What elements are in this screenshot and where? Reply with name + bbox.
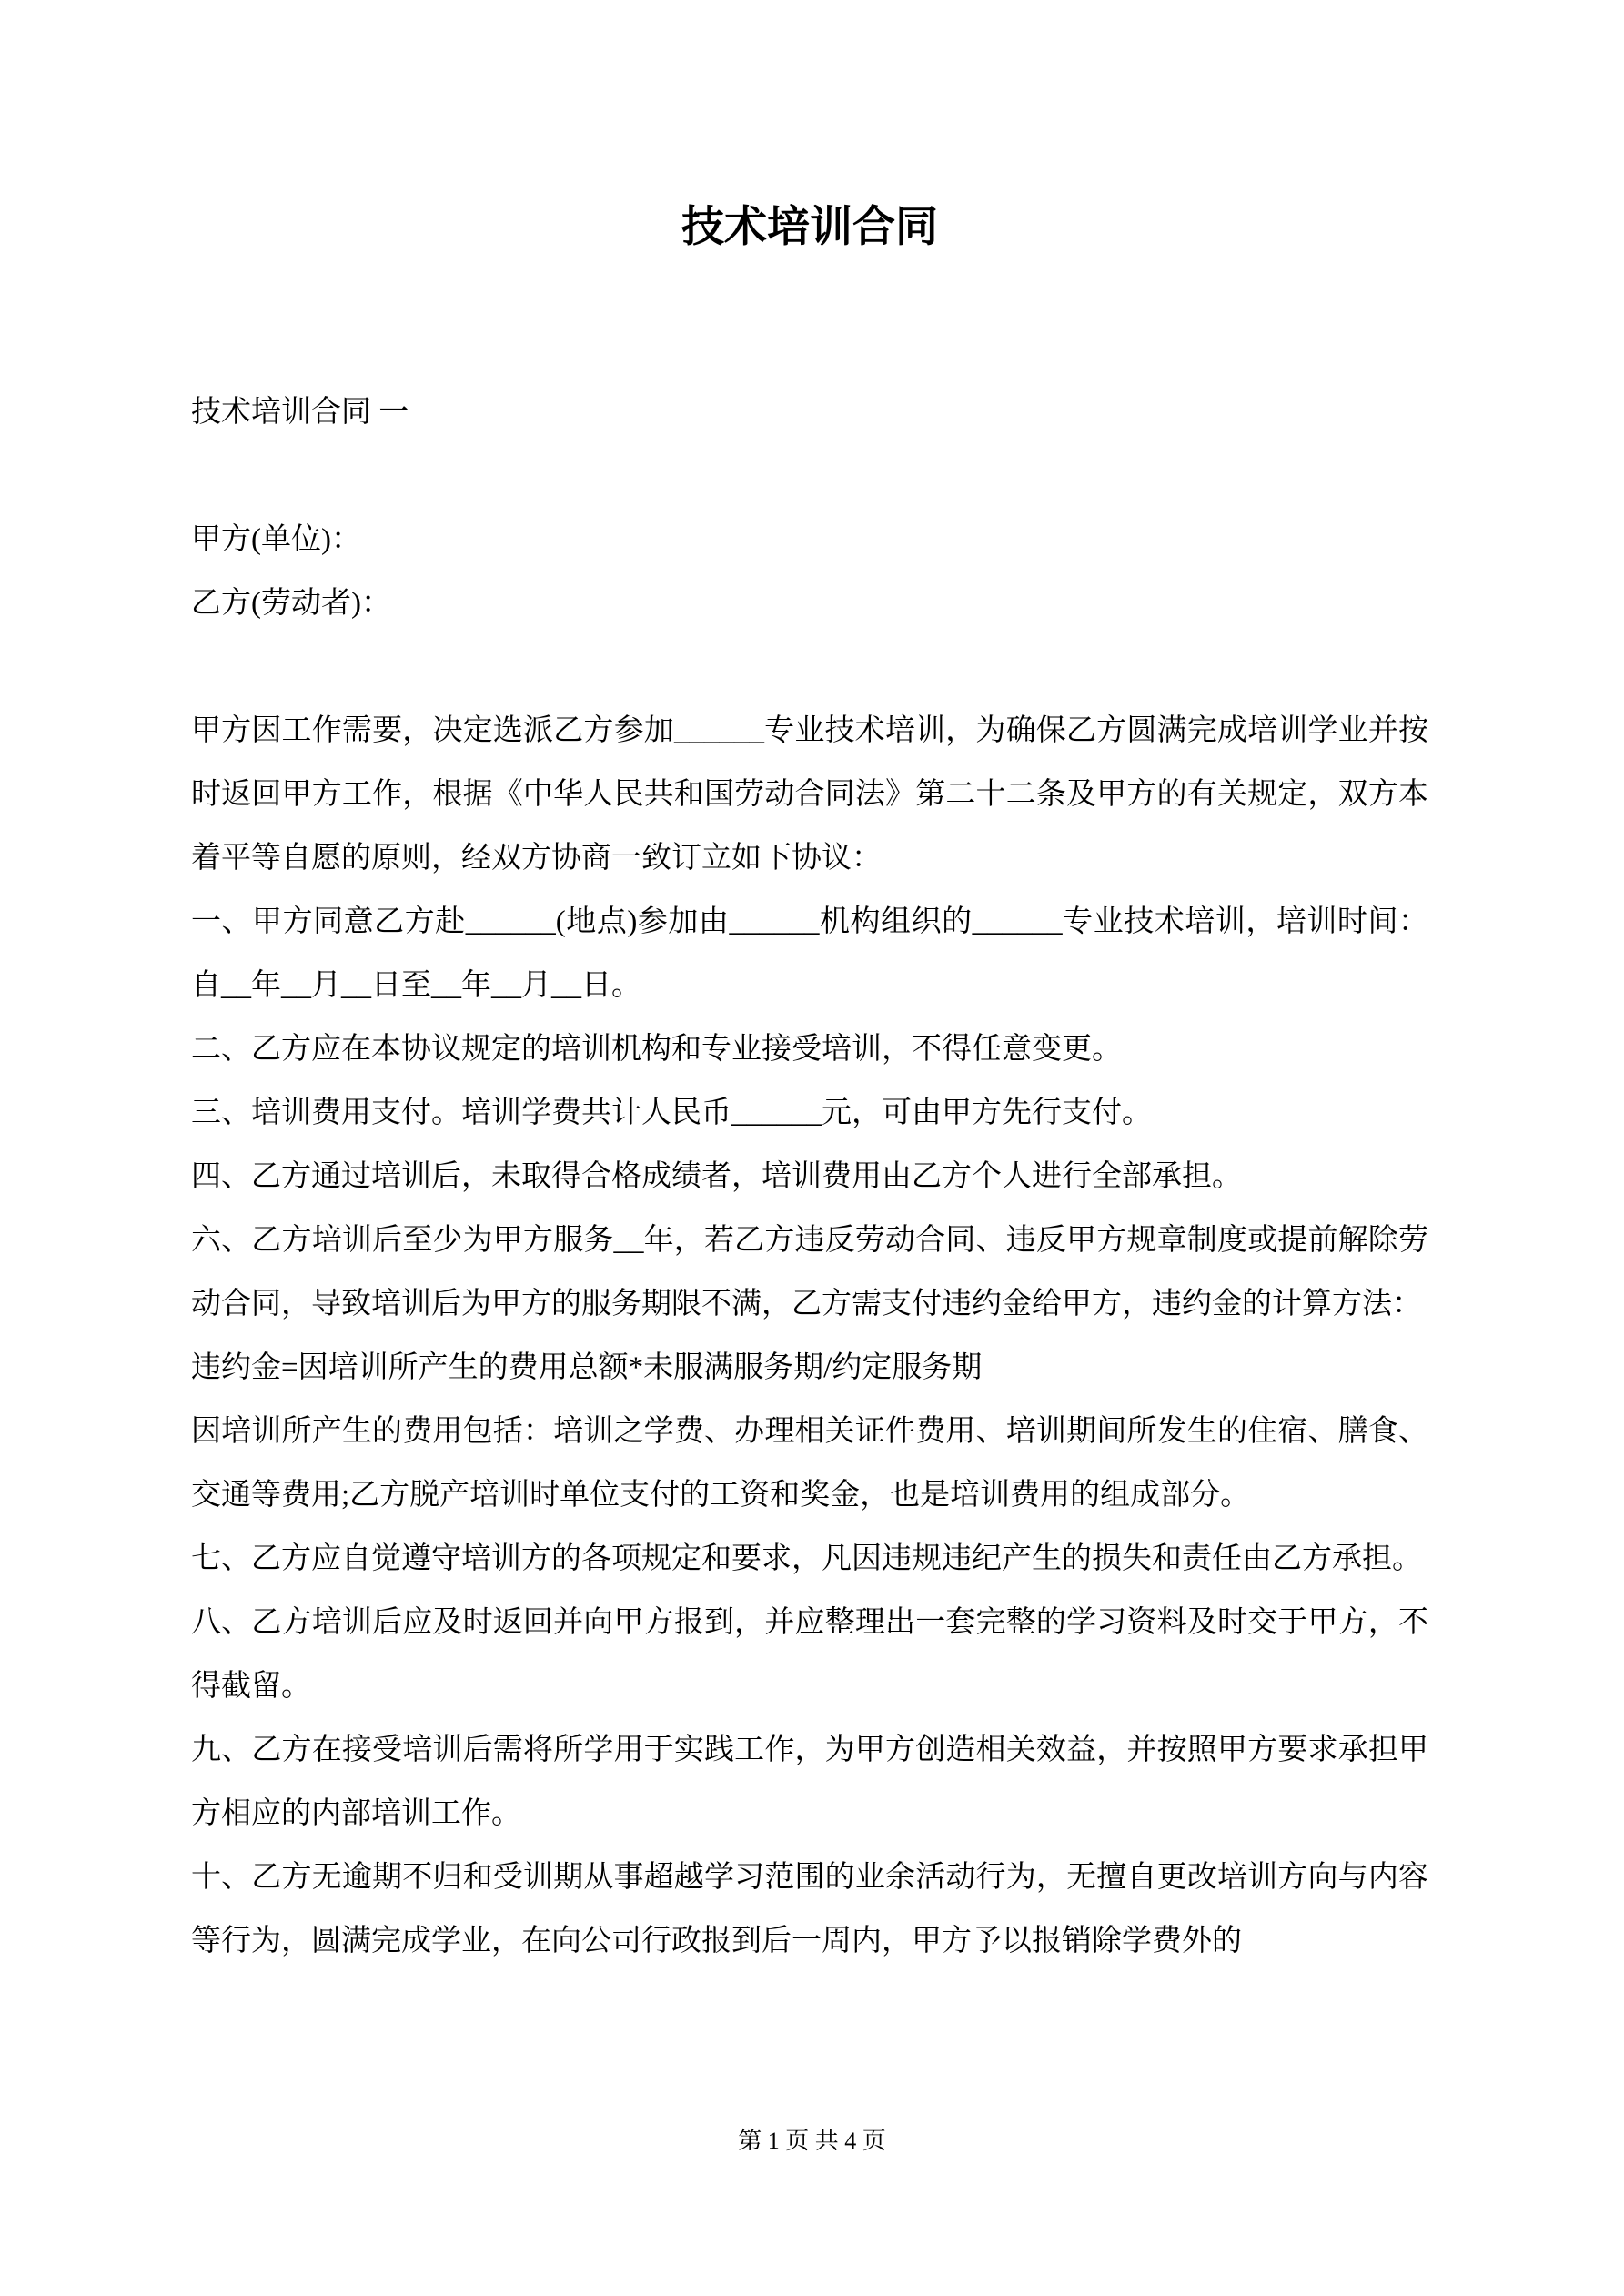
contract-clause-9: 九、乙方在接受培训后需将所学用于实践工作，为甲方创造相关效益，并按照甲方要求承担甲方相应的内部培训工作。 bbox=[191, 1734, 1428, 1830]
contract-clause-8: 八、乙方培训后应及时返回并向甲方报到，并应整理出一套完整的学习资料及时交于甲方，不得截留。 bbox=[191, 1606, 1428, 1703]
contract-intro-paragraph: 甲方因工作需要，决定选派乙方参加______专业技术培训，为确保乙方圆满完成培训学业并按时返回甲方工作，根据《中华人民共和国劳动合同法》第二十二条及甲方的有关规定，双方本着平等自愿的原则，经双方协商一致订立如下协议： bbox=[191, 714, 1428, 875]
contract-clause-2: 二、乙方应在本协议规定的培训机构和专业接受培训，不得任意变更。 bbox=[191, 1033, 1122, 1066]
contract-clause-10: 十、乙方无逾期不归和受训期从事超越学习范围的业余活动行为，无擅自更改培训方向与内容等行为，圆满完成学业，在向公司行政报到后一周内，甲方予以报销除学费外的 bbox=[191, 1861, 1428, 1957]
contract-clause-4: 四、乙方通过培训后，未取得合格成绩者，培训费用由乙方个人进行全部承担。 bbox=[191, 1160, 1242, 1193]
party-a-label: 甲方(单位)： bbox=[191, 523, 361, 556]
contract-clause-1: 一、甲方同意乙方赴______(地点)参加由______机构组织的______专业技术培训，培训时间：自__年__月__日至__年__月__日。 bbox=[191, 905, 1428, 1002]
contract-clause-3: 三、培训费用支付。培训学费共计人民币______元，可由甲方先行支付。 bbox=[191, 1097, 1152, 1129]
page-number-footer: 第 1 页 共 4 页 bbox=[738, 2128, 886, 2154]
contract-clause-7: 七、乙方应自觉遵守培训方的各项规定和要求，凡因违规违纪产生的损失和责任由乙方承担。 bbox=[191, 1542, 1422, 1575]
contract-subtitle: 技术培训合同 一 bbox=[191, 396, 409, 429]
training-cost-definition: 因培训所产生的费用包括：培训之学费、办理相关证件费用、培训期间所发生的住宿、膳食、交通等费用;乙方脱产培训时单位支付的工资和奖金，也是培训费用的组成部分。 bbox=[191, 1415, 1428, 1512]
document-title: 技术培训合同 bbox=[681, 204, 938, 251]
party-b-label: 乙方(劳动者)： bbox=[191, 587, 391, 620]
contract-clause-6: 六、乙方培训后至少为甲方服务__年，若乙方违反劳动合同、违反甲方规章制度或提前解除劳动合同，导致培训后为甲方的服务期限不满，乙方需支付违约金给甲方，违约金的计算方法： bbox=[191, 1224, 1428, 1320]
penalty-formula: 违约金=因培训所产生的费用总额*未服满服务期/约定服务期 bbox=[191, 1351, 983, 1384]
